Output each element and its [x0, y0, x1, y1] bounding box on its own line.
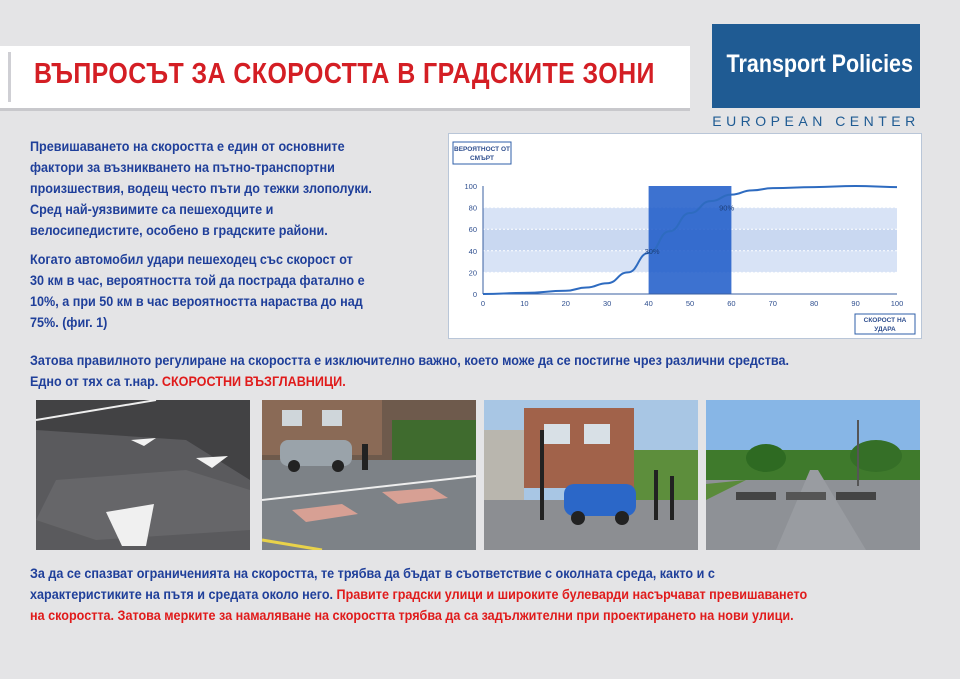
- chart-y-tick-label: 100: [464, 182, 477, 191]
- chart-y-tick-label: 60: [468, 225, 477, 235]
- chart-y-tick-label: 40: [468, 246, 477, 256]
- x-axis-label-line2: УДАРА: [874, 326, 896, 333]
- footer-line-2-text: характеристиките на пътя и средата около него.: [30, 586, 337, 602]
- school-street-image: [484, 400, 698, 550]
- chart-x-tick-label: 70: [768, 299, 777, 308]
- intro-line: велосипедистите, особено в градските райони.: [30, 222, 328, 238]
- chart-y-tick-label: 80: [468, 203, 477, 213]
- intro-line: Когато автомобил удари пешеходец със скорост от: [30, 251, 353, 267]
- chart-x-tick-label: 50: [685, 299, 695, 308]
- chart-x-tick-label: 90: [851, 299, 860, 308]
- chart-y-tick-label: 20: [468, 268, 477, 278]
- chart-x-tick-label: 30: [603, 299, 612, 308]
- chart-x-tick-label: 0: [480, 299, 486, 308]
- fatality-chart: [448, 133, 922, 339]
- footer-line-3: на скоростта. Затова мерките за намаляване на скоростта трябва да са задължителни при проектирането на нови улици.: [30, 607, 794, 623]
- footer-line-1: За да се спазват ограниченията на скоростта, те трябва да бъдат в съответствие с околната среда, както и с: [30, 565, 715, 581]
- page-title: ВЪПРОСЪТ ЗА СКОРОСТТА В ГРАДСКИТЕ ЗОНИ: [34, 58, 655, 90]
- logo-box: [712, 24, 920, 108]
- intro-line: 30 км в час, вероятността той да пострада фатално е: [30, 272, 365, 288]
- chart-x-tick-label: 40: [644, 299, 653, 308]
- title-bar: [0, 46, 690, 111]
- intro-line: произшествия, водещ често пъти до тежки злополуки.: [30, 180, 372, 196]
- footer-line-2: [30, 584, 807, 605]
- photo-speed-cushion-closeup: [36, 400, 250, 550]
- chart-x-tick-label: 100: [890, 299, 904, 308]
- intro-line: 10%, а при 50 км в час вероятността нараства до над: [30, 293, 363, 309]
- chart-annotation: 30%: [644, 246, 660, 256]
- chart-y-tick-label: 0: [472, 290, 477, 299]
- y-axis-label: ВЕРОЯТНОСТ ОТ: [454, 146, 510, 153]
- chart-annotation: 90%: [719, 203, 735, 213]
- intro-line: фактори за възникването на пътно-транспортни: [30, 159, 335, 175]
- y-axis-label-line2: СМЪРТ: [470, 155, 494, 162]
- intro-line: Сред най-уязвимите са пешеходците и: [30, 201, 274, 217]
- middle-line-2-text: Едно от тях са т.нар.: [30, 373, 162, 389]
- speed-cushions-highlight: СКОРОСТНИ ВЪЗГЛАВНИЦИ.: [161, 373, 346, 389]
- middle-line-2: [30, 371, 346, 392]
- photo-wide-road: [706, 400, 920, 550]
- intro-line: 75%. (фиг. 1): [30, 314, 108, 330]
- intro-paragraph-1: [30, 136, 372, 241]
- photo-school-street: [484, 400, 698, 550]
- footer-line-2-highlight: Правите градски улици и широките булеварди насърчават превишаването: [336, 586, 808, 602]
- title-bar-edge: [8, 52, 11, 102]
- wide-road-image: [706, 400, 920, 550]
- logo-title: Transport Policies: [726, 50, 913, 78]
- street-with-cushions-image: [262, 400, 476, 550]
- speed-cushion-closeup-image: [36, 400, 250, 550]
- x-axis-label: СКОРОСТ НА: [863, 317, 907, 324]
- chart-x-tick-label: 20: [561, 299, 570, 308]
- chart-x-tick-label: 10: [520, 299, 529, 308]
- intro-paragraph-2: [30, 249, 365, 333]
- chart-x-tick-label: 60: [727, 299, 736, 308]
- photo-street-with-cushions: [262, 400, 476, 550]
- middle-line-1: Затова правилното регулиране на скоростта е изключително важно, което може да се постигне чрез различни средства.: [30, 352, 790, 368]
- intro-line: Превишаването на скоростта е един от основните: [30, 138, 345, 154]
- chart-svg: [449, 134, 921, 338]
- chart-x-tick-label: 80: [810, 299, 819, 308]
- logo-subtitle: EUROPEAN CENTER: [712, 113, 920, 129]
